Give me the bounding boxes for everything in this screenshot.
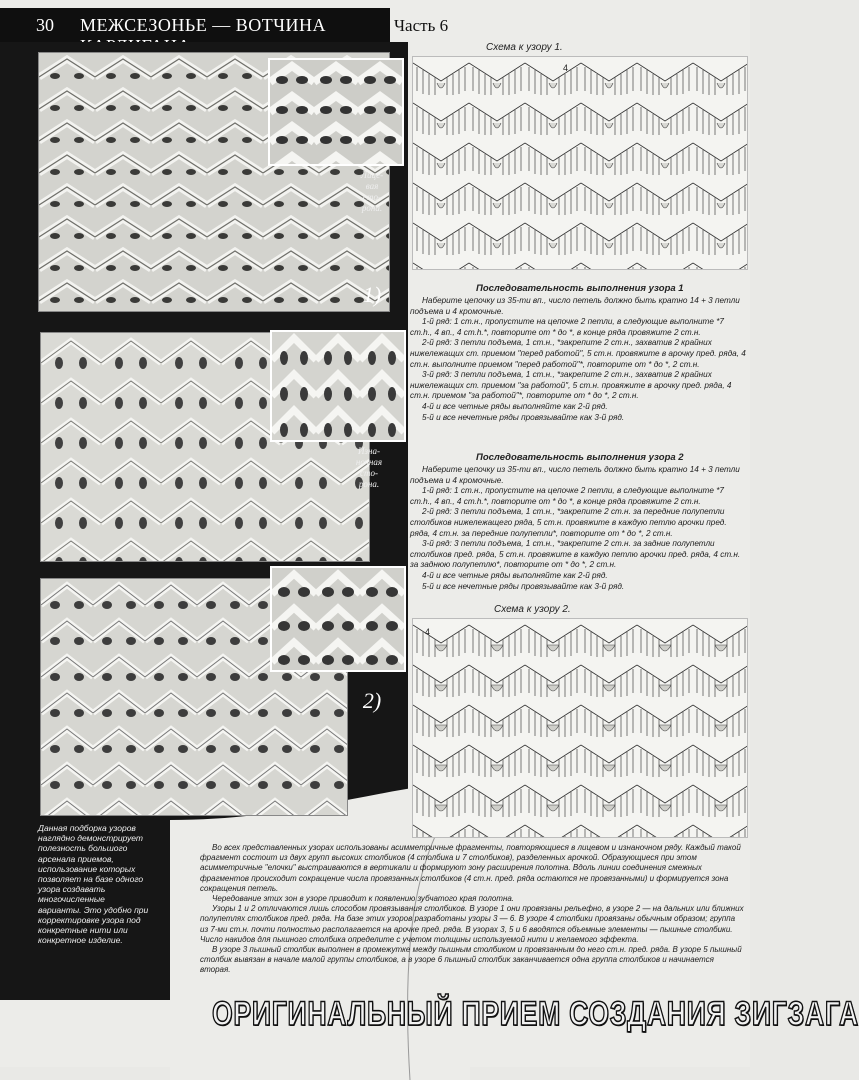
instruction-paragraph: 4-й и все четные ряды выполняйте как 2-й ряд. [422,401,608,411]
caption-front-side [352,170,392,214]
description-paragraph: В узоре 3 пышный столбик выполнен в промежутке между пышным столбиком и провязанным до него ст.н. пред. ряда. В узоре 5 пышный столбик вывязан в начале малой группы столбиков, а в узоре 6 пышный столбик заканчивается одна группа столбиков и начинается вторая. [200,945,742,975]
pattern-1-title: Последовательность выполнения узора 1 [476,283,684,294]
pattern-2-title: Последовательность выполнения узора 2 [476,452,684,463]
instruction-paragraph: 2-й ряд: 3 петли подъема, 1 ст.н., *закрепите 2 ст.н., захватив 2 крайних нижележащих ст. приемом "перед работой", 5 ст.н. провяжите в арочку пред. ряда, 4 ст.н. выполните приемом "перед работой"*, повторите от * до *, 2 ст.н. [410,338,746,369]
caption-back-side [344,446,394,490]
instruction-paragraph: 1-й ряд: 1 ст.н., пропустите на цепочке 2 петли, в следующие выполните *7 ст.h., 4 вп., 4 ст.h.*, повторите от * до *, в конце ряда провяжите 2 ст.н. [410,317,724,337]
caption-line: сто- [363,192,381,202]
description-paragraph: Во всех представленных узорах использованы асимметричные фрагменты, повторяющиеся в лицевом и изнаночном ряду. Каждый такой фрагмент состоит из двух групп высоких столбиков (4 столбика и 7 столбиков), разделенных арочкой. Образующиеся при этом асимметричные "елочки" выстраиваются в вертикали и формируют зону расширения полотна. Вдоль линии соединения смежных фрагментов происходит сокращение числа провязанных столбиков (4 ст.н. пред. ряда остаются не провязанными) и формируется зона сокращения петель. [200,843,741,893]
page-header [0,8,750,42]
bottom-description [200,843,745,976]
scheme-2-marker: 4 [425,627,431,637]
instruction-paragraph: 3-й ряд: 3 петли подъема, 1 ст.н., *закрепите 2 ст.н., захватив 2 крайних нижележащих ст. приемом "за работой", 5 ст.н. провяжите в арочку пред. ряда, 4 ст.н. приемом "за работой"*, повторите от * до *, 2 ст.н. [410,370,732,401]
description-paragraph: Чередование этих зон в узоре приводит к появлению зубчатого края полотна. [212,894,515,904]
instruction-paragraph: Наберите цепочку из 35-ти вп., число петель должно быть кратно 14 + 3 петли подъема и 4 кромочные. [410,296,740,316]
swatch-1-closeup [268,58,404,166]
left-note: Данная подборка узоров наглядно демонстрирует полезность большого арсенала приемов, использование которых позволяет на базе одного узора создавать многочисленные варианты. Это удобно при корректировке узора под конкретные нити или конкретное изделие. [38,823,149,946]
scheme-1-diagram [412,56,748,270]
caption-line: вая [365,181,379,191]
page-number: 30 [36,15,54,35]
caption-line: сто- [360,468,378,478]
description-paragraph: Узоры 1 и 2 отличаются лишь способом провязывания столбиков. В узоре 1 они провязаны рельефно, в узоре 2 — на дальних или ближних полупетлях столбиков пред. ряда. На базе этих узоров разработаны узоры 3 — 6. В узоре 4 столбики провязаны обычным образом; группа из 7-ми ст.н. почти полностью располагается на арочке пред. ряда. В узорах 3, 5 и 6 вводятся объемные элементы — пышные столбики. Число накидов для пышного столбика определите с учетом толщины используемой нити и желаемого эффекта. [200,904,744,944]
caption-line: Лице- [360,170,384,180]
header-part: Часть 6 [394,16,449,35]
crochet-chart-1 [413,57,747,269]
swatch-label-1: 1) [362,282,382,307]
scheme-2-title: Схема к узору 2. [494,604,571,615]
header-black-band [0,8,390,42]
instruction-paragraph: Наберите цепочку из 35-ти вп., число петель должно быть кратно 14 + 3 петли подъема и 4 кромочные. [410,465,740,485]
scheme-1-marker: 4 [563,63,569,73]
scheme-2-diagram [412,618,748,838]
header-title: МЕЖСЕЗОНЬЕ — ВОТЧИНА [80,15,326,35]
caption-line: рона. [358,479,380,489]
bottom-banner-title: ОРИГИНАЛЬНЫЙ ПРИЕМ СОЗДАНИЯ ЗИГЗАГА [212,995,859,1033]
instruction-paragraph: 5-й и все нечетные ряды провязывайте как 3-й ряд. [422,581,625,591]
crochet-chart-2 [413,619,747,837]
swatch-3-closeup [270,566,406,672]
caption-line: Изна- [358,446,380,456]
scheme-1-title: Схема к узору 1. [486,42,563,53]
instruction-paragraph: 2-й ряд: 3 петли подъема, 1 ст.н., *закрепите 2 ст.н. за передние полупетли столбиков нижележащего ряда, 5 ст.н. провяжите в каждую петлю арочки пред. ряда, 4 ст.н. за передние полупетли*, повторите от * до *, 2 ст.н. [410,507,727,538]
pattern-2-instructions [410,465,746,592]
swatch-label-2: 2) [362,688,382,713]
caption-line: рона. [361,203,383,213]
instruction-paragraph: 5-й и все нечетные ряды провязывайте как 3-й ряд. [422,412,625,422]
swatch-2-closeup [270,330,406,442]
instruction-paragraph: 1-й ряд: 1 ст.н., пропустите на цепочке 2 петли, в следующие выполните *7 ст.h., 4 вп., 4 ст.h.*, повторите от * до *, в конце ряда провяжите 2 ст.н. [410,486,724,506]
instruction-paragraph: 4-й и все четные ряды выполняйте как 2-й ряд. [422,570,608,580]
pattern-1-instructions [410,296,746,423]
caption-line: ночная [355,457,383,467]
instruction-paragraph: 3-й ряд: 3 петли подъема, 1 ст.н., *закрепите 2 ст.н. за задние полупетли столбиков пред. ряда, 5 ст.н. провяжите в каждую петлю арочки пред. ряда, 4 ст.н. за заднюю полупетлю*, повторите от * до *, 2 ст.н. [410,539,741,570]
